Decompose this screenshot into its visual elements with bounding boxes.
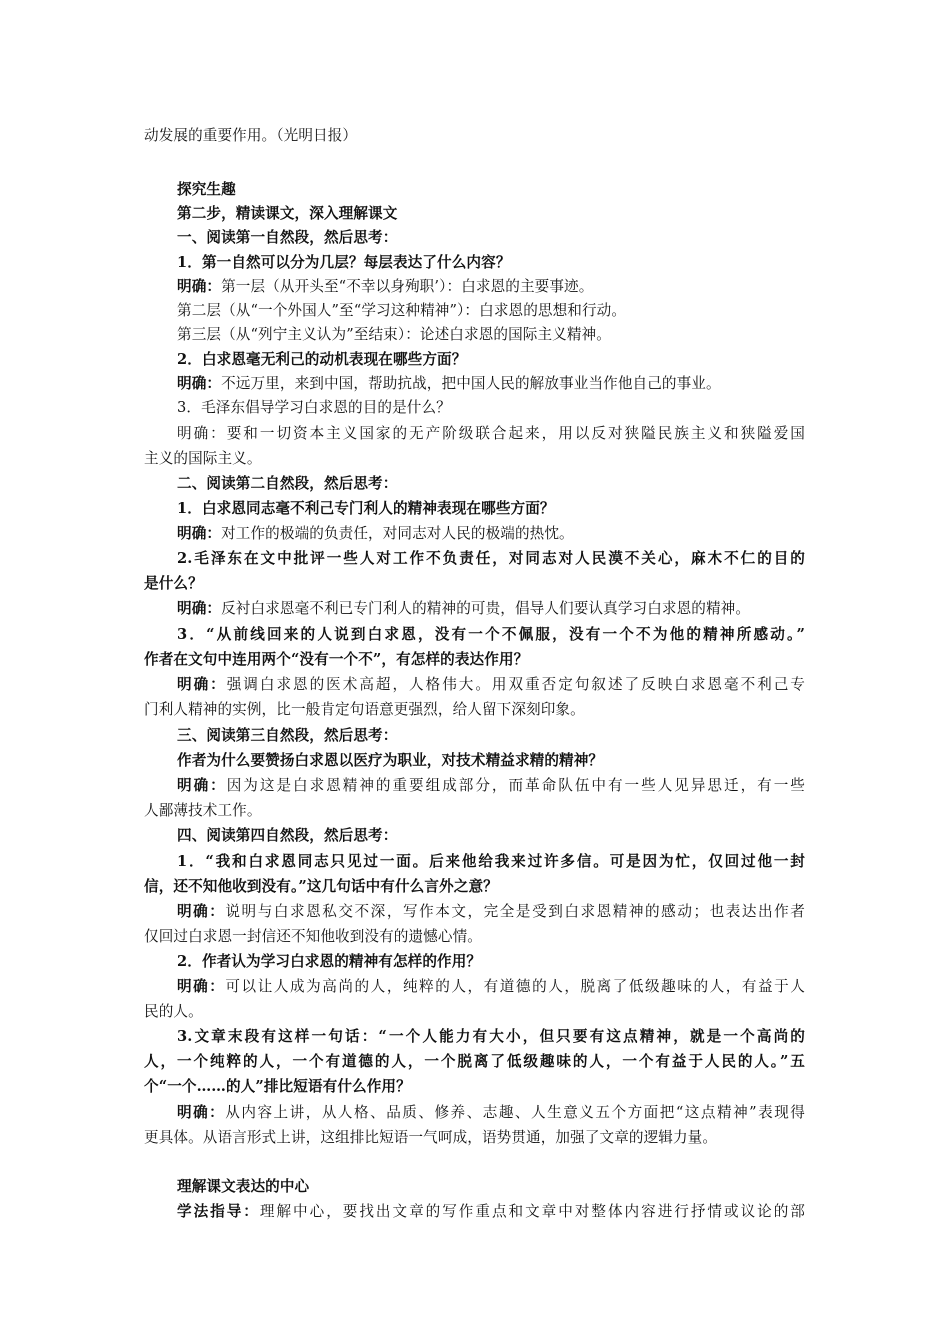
method-guide-label: 学法指导：: [177, 1203, 260, 1220]
answer-text: 第一层（从开头至“不幸以身殉职’）：白求恩的主要事迹。: [221, 278, 594, 295]
question: 个“一个……的人”排比短语有什么作用？: [144, 1078, 411, 1095]
answer-line: 主义的国际主义。: [144, 450, 262, 467]
answer-line: 第三层（从“列宁主义认为”至结束）：论述白求恩的国际主义精神。: [177, 326, 611, 343]
answer-label: 明确：: [177, 375, 222, 392]
answer-line: [177, 902, 805, 922]
answer-text: 不远万里，来到中国，帮助抗战，把中国人民的解放事业当作他自己的事业。: [221, 375, 721, 392]
answer-line: [177, 776, 805, 796]
part-heading: 四、阅读第四自然段，然后思考：: [177, 827, 398, 844]
question: 是什么？: [144, 575, 203, 592]
question: 2．白求恩毫无利己的动机表现在哪些方面？: [177, 351, 467, 368]
section-heading: 理解课文表达的中心: [177, 1178, 310, 1195]
question: 1．“我和白求恩同志只见过一面。后来他给我来过许多信。可是因为忙，仅回过他一封: [177, 853, 805, 870]
answer-label: 明确：: [177, 676, 227, 693]
question: 1．白求恩同志毫不利己专门利人的精神表现在哪些方面？: [177, 500, 555, 517]
answer-text: 说明与白求恩私交不深，写作本文，完全是受到白求恩精神的感动；也表达出作者: [225, 903, 805, 920]
answer-label: 明确：: [177, 1104, 226, 1121]
answer-line: 人鄙薄技术工作。: [144, 802, 262, 819]
answer-text: 对工作的极端的负责任，对同志对人民的极端的热忱。: [221, 525, 574, 542]
method-guide-text: 理解中心，要找出文章的写作重点和文章中对整体内容进行抒情或议论的部: [259, 1203, 805, 1220]
answer-line: [177, 277, 817, 297]
section-heading: 探究生趣: [177, 181, 236, 198]
answer-label: 明确：: [177, 600, 222, 617]
answer-line: 民的人。: [144, 1003, 203, 1020]
answer-line: 门利人精神的实例，比一般肯定句语意更强烈，给人留下深刻印象。: [144, 701, 585, 718]
question: 2．作者认为学习白求恩的精神有怎样的作用？: [177, 953, 482, 970]
answer-label: 明确：: [177, 525, 222, 542]
question: 1．第一自然可以分为几层？每层表达了什么内容？: [177, 254, 511, 271]
answer-text: 因为这是白求恩精神的重要组成部分，而革命队伍中有一些人见异思迁，有一些: [226, 777, 805, 794]
question: 作者为什么要赞扬白求恩以医疗为职业，对技术精益求精的精神？: [177, 752, 604, 769]
answer-text: 反衬白求恩毫不利已专门利人的精神的可贵，倡导人们要认真学习白求恩的精神。: [221, 600, 751, 617]
answer-line: [177, 524, 817, 544]
answer-line: [177, 977, 805, 997]
part-heading: 三、阅读第三自然段，然后思考：: [177, 727, 398, 744]
answer-line: [177, 599, 817, 619]
answer-line: [177, 675, 805, 695]
question: 作者在文句中连用两个“没有一个不”，有怎样的表达作用？: [144, 651, 529, 668]
answer-label: 明确：: [177, 903, 226, 920]
answer-label: 明确：: [177, 278, 222, 295]
answer-line: 仅回过白求恩一封信还不知他收到没有的遗憾心情。: [144, 928, 482, 945]
answer-text: 从内容上讲，从人格、品质、修养、志趣、人生意义五个方面把“这点精神”表现得: [225, 1104, 805, 1121]
answer-line: 明确：要和一切资本主义国家的无产阶级联合起来，用以反对狭隘民族主义和狭隘爱国: [177, 425, 805, 442]
answer-text: 强调白求恩的医术高超，人格伟大。用双重否定句叙述了反映白求恩毫不利己专: [226, 676, 805, 693]
question: 3．毛泽东倡导学习白求恩的目的是什么？: [177, 399, 451, 416]
paragraph-line: 动发展的重要作用。（光明日报）: [144, 127, 358, 144]
question: 2.毛泽东在文中批评一些人对工作不负责任，对同志对人民漠不关心，麻木不仁的目的: [177, 550, 805, 567]
method-guide-line: [177, 1202, 805, 1222]
step-heading: 第二步，精读课文，深入理解课文: [177, 205, 398, 222]
answer-line: [177, 1103, 805, 1123]
answer-line: 更具体。从语言形式上讲，这组排比短语一气呵成，语势贯通，加强了文章的逻辑力量。: [144, 1129, 718, 1146]
answer-line: [177, 374, 817, 394]
answer-label: 明确：: [177, 978, 226, 995]
answer-text: 可以让人成为高尚的人，纯粹的人，有道德的人，脱离了低级趣味的人，有益于人: [225, 978, 805, 995]
answer-line: 第二层（从“一个外国人”至“学习这种精神”）：白求恩的思想和行动。: [177, 302, 627, 319]
answer-label: 明确：: [177, 777, 227, 794]
question: 3．“从前线回来的人说到白求恩，没有一个不佩服，没有一个不为他的精神所感动。”: [177, 626, 805, 643]
question: 人，一个纯粹的人，一个有道德的人，一个脱离了低级趣味的人，一个有益于人民的人。”五: [144, 1053, 805, 1070]
part-heading: 二、阅读第二自然段，然后思考：: [177, 475, 398, 492]
question: 信，还不知他收到没有。”这几句话中有什么言外之意？: [144, 878, 498, 895]
question: 3.文章末段有这样一句话：“一个人能力有大小，但只要有这点精神，就是一个高尚的: [177, 1028, 805, 1045]
part-heading: 一、阅读第一自然段，然后思考：: [177, 229, 398, 246]
